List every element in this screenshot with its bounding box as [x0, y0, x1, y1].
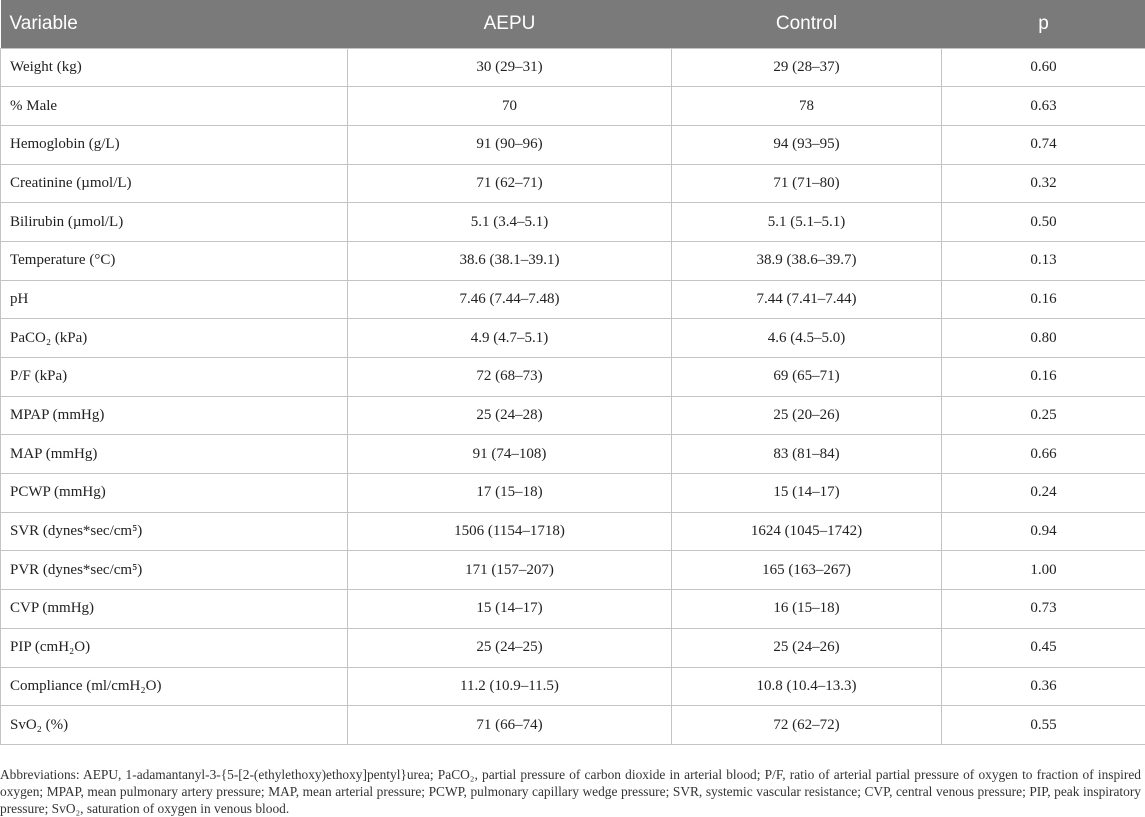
- p-value-cell: 0.80: [942, 319, 1145, 358]
- header-control: Control: [672, 0, 942, 48]
- aepu-cell: 5.1 (3.4–5.1): [348, 203, 672, 242]
- variable-cell: MAP (mmHg): [1, 435, 348, 474]
- control-cell: 69 (65–71): [672, 358, 942, 397]
- p-value-cell: 0.66: [942, 435, 1145, 474]
- p-value-cell: 0.50: [942, 203, 1145, 242]
- header-variable: Variable: [1, 0, 348, 48]
- control-cell: 72 (62–72): [672, 706, 942, 745]
- table-body: [1, 48, 1145, 744]
- variable-cell: Hemoglobin (g/L): [1, 125, 348, 164]
- p-value-cell: 0.13: [942, 241, 1145, 280]
- control-cell: 71 (71–80): [672, 164, 942, 203]
- p-value-cell: 0.60: [942, 48, 1145, 87]
- variable-cell: Bilirubin (µmol/L): [1, 203, 348, 242]
- p-value-cell: 0.36: [942, 667, 1145, 706]
- p-value-cell: 0.16: [942, 358, 1145, 397]
- control-cell: 165 (163–267): [672, 551, 942, 590]
- table-row: [1, 280, 1145, 319]
- variable-cell: Compliance (ml/cmH₂O): [1, 667, 348, 706]
- table-row: [1, 590, 1145, 629]
- p-value-cell: 0.74: [942, 125, 1145, 164]
- p-value-cell: 0.25: [942, 396, 1145, 435]
- table-row: [1, 396, 1145, 435]
- aepu-cell: 11.2 (10.9–11.5): [348, 667, 672, 706]
- table-row: [1, 125, 1145, 164]
- aepu-cell: 91 (74–108): [348, 435, 672, 474]
- p-value-cell: 0.16: [942, 280, 1145, 319]
- control-cell: 10.8 (10.4–13.3): [672, 667, 942, 706]
- p-value-cell: 0.32: [942, 164, 1145, 203]
- table-row: [1, 48, 1145, 87]
- p-value-cell: 0.73: [942, 590, 1145, 629]
- table-row: [1, 706, 1145, 745]
- p-value-cell: 0.24: [942, 474, 1145, 513]
- aepu-cell: 30 (29–31): [348, 48, 672, 87]
- variable-cell: SvO₂ (%): [1, 706, 348, 745]
- table-row: [1, 474, 1145, 513]
- aepu-cell: 71 (62–71): [348, 164, 672, 203]
- p-value-cell: 0.63: [942, 87, 1145, 126]
- variable-cell: PaCO₂ (kPa): [1, 319, 348, 358]
- p-value-cell: 1.00: [942, 551, 1145, 590]
- table-row: [1, 435, 1145, 474]
- aepu-cell: 71 (66–74): [348, 706, 672, 745]
- control-cell: 83 (81–84): [672, 435, 942, 474]
- aepu-cell: 15 (14–17): [348, 590, 672, 629]
- aepu-cell: 25 (24–25): [348, 628, 672, 667]
- table-row: [1, 164, 1145, 203]
- variable-cell: % Male: [1, 87, 348, 126]
- variable-cell: SVR (dynes*sec/cm⁵): [1, 512, 348, 551]
- table-header: [1, 0, 1145, 48]
- aepu-cell: 1506 (1154–1718): [348, 512, 672, 551]
- variable-cell: MPAP (mmHg): [1, 396, 348, 435]
- p-value-cell: 0.45: [942, 628, 1145, 667]
- control-cell: 94 (93–95): [672, 125, 942, 164]
- aepu-cell: 70: [348, 87, 672, 126]
- table-row: [1, 358, 1145, 397]
- aepu-cell: 91 (90–96): [348, 125, 672, 164]
- aepu-cell: 38.6 (38.1–39.1): [348, 241, 672, 280]
- control-cell: 16 (15–18): [672, 590, 942, 629]
- p-value-cell: 0.55: [942, 706, 1145, 745]
- aepu-cell: 72 (68–73): [348, 358, 672, 397]
- control-cell: 15 (14–17): [672, 474, 942, 513]
- variable-cell: PVR (dynes*sec/cm⁵): [1, 551, 348, 590]
- aepu-cell: 25 (24–28): [348, 396, 672, 435]
- variable-cell: Temperature (°C): [1, 241, 348, 280]
- header-row: [1, 0, 1145, 48]
- table-row: [1, 87, 1145, 126]
- header-p: p: [942, 0, 1145, 48]
- variable-cell: P/F (kPa): [1, 358, 348, 397]
- header-aepu: AEPU: [348, 0, 672, 48]
- variable-cell: PIP (cmH₂O): [1, 628, 348, 667]
- aepu-cell: 4.9 (4.7–5.1): [348, 319, 672, 358]
- table-row: [1, 551, 1145, 590]
- control-cell: 4.6 (4.5–5.0): [672, 319, 942, 358]
- table-row: [1, 241, 1145, 280]
- table-row: [1, 203, 1145, 242]
- control-cell: 7.44 (7.41–7.44): [672, 280, 942, 319]
- aepu-cell: 7.46 (7.44–7.48): [348, 280, 672, 319]
- variable-cell: CVP (mmHg): [1, 590, 348, 629]
- aepu-cell: 17 (15–18): [348, 474, 672, 513]
- table-row: [1, 512, 1145, 551]
- control-cell: 78: [672, 87, 942, 126]
- p-value-cell: 0.94: [942, 512, 1145, 551]
- aepu-cell: 171 (157–207): [348, 551, 672, 590]
- control-cell: 38.9 (38.6–39.7): [672, 241, 942, 280]
- table-row: [1, 319, 1145, 358]
- control-cell: 25 (24–26): [672, 628, 942, 667]
- variable-cell: Weight (kg): [1, 48, 348, 87]
- control-cell: 1624 (1045–1742): [672, 512, 942, 551]
- variable-cell: Creatinine (µmol/L): [1, 164, 348, 203]
- table-row: [1, 628, 1145, 667]
- variable-cell: PCWP (mmHg): [1, 474, 348, 513]
- abbreviations-footnote: Abbreviations: AEPU, 1-adamantanyl-3-{5-[2-(ethylethoxy)ethoxy]pentyl}urea; PaCO₂, partial pressure of carbon dioxide in arterial blood; P/F, ratio of arterial partial pressure of oxygen to fraction of inspired oxygen; MPAP, mean pulmonary artery pressure; MAP, mean arterial pressure; PCWP, pulmonary capillary wedge pressure; SVR, systemic vascular resistance; CVP, central venous pressure; PIP, peak inspiratory pressure; SvO₂, saturation of oxygen in venous blood.: [0, 766, 1141, 817]
- variable-cell: pH: [1, 280, 348, 319]
- control-cell: 5.1 (5.1–5.1): [672, 203, 942, 242]
- table-row: [1, 667, 1145, 706]
- control-cell: 29 (28–37): [672, 48, 942, 87]
- control-cell: 25 (20–26): [672, 396, 942, 435]
